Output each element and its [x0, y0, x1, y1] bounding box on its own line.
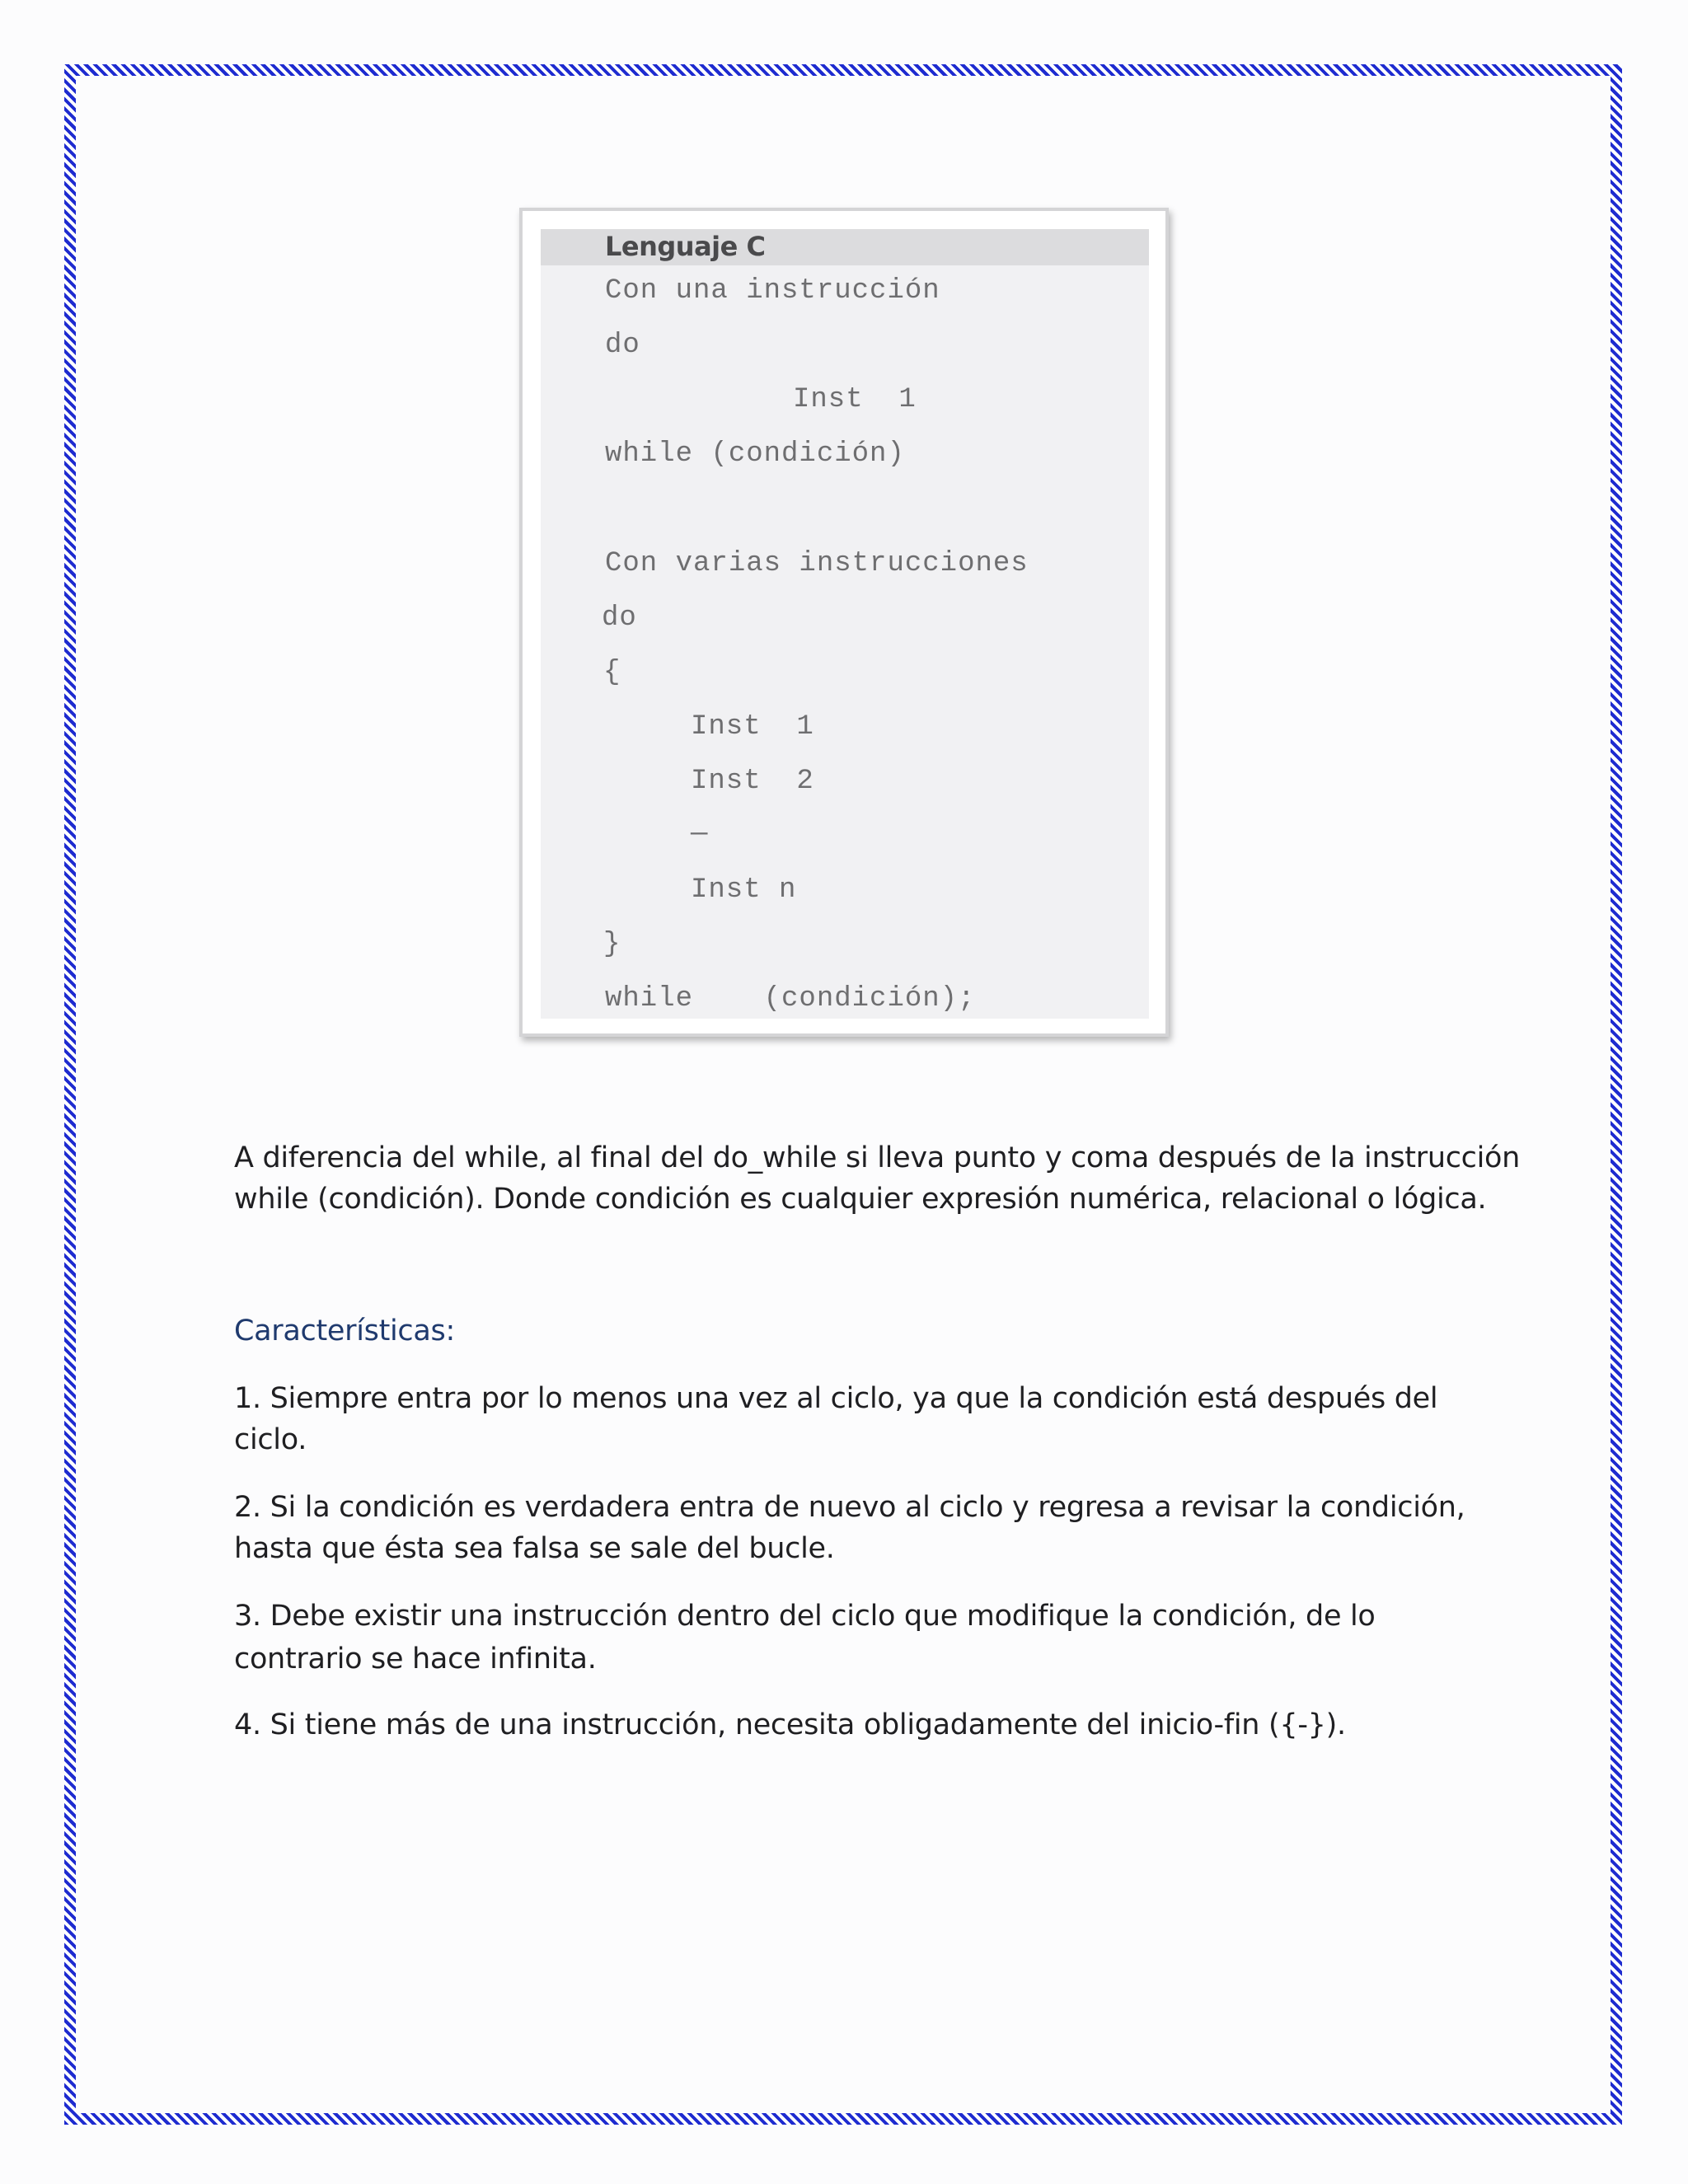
code-line: while (condición);: [605, 983, 976, 1015]
code-line: }: [603, 929, 621, 960]
list-item-line: 4. Si tiene más de una instrucción, necesita obligadamente del inicio-fin ({-}).: [234, 1708, 1346, 1741]
code-line: Inst n: [691, 874, 797, 906]
list-item-line: contrario se hace infinita.: [234, 1643, 597, 1675]
code-line: do: [605, 330, 640, 361]
section-heading: Características:: [234, 1315, 455, 1347]
code-figure: [519, 208, 1169, 1037]
list-item-line: 3. Debe existir una instrucción dentro del ciclo que modifique la condición, de lo: [234, 1600, 1376, 1633]
code-header: [541, 229, 1149, 265]
code-line: Inst 2: [691, 766, 814, 797]
code-line: while (condición): [605, 438, 905, 470]
code-line: do: [602, 602, 637, 634]
code-line: Inst 1: [691, 711, 814, 743]
list-item-line: ciclo.: [234, 1423, 307, 1456]
code-line: Con una instrucción: [605, 275, 940, 307]
code-line: Inst 1: [793, 384, 917, 415]
list-item-line: hasta que ésta sea falsa se sale del bucle.: [234, 1532, 835, 1565]
code-line: —: [691, 818, 709, 850]
code-line: Con varias instrucciones: [605, 548, 1029, 579]
list-item-line: 2. Si la condición es verdadera entra de nuevo al ciclo y regresa a revisar la condición,: [234, 1491, 1465, 1524]
code-line: {: [603, 657, 621, 688]
paragraph-line: A diferencia del while, al final del do_while si lleva punto y coma después de la instrucción: [234, 1141, 1521, 1174]
code-header-label: Lenguaje C: [605, 231, 766, 262]
list-item-line: 1. Siempre entra por lo menos una vez al ciclo, ya que la condición está después del: [234, 1382, 1438, 1415]
code-panel: [541, 229, 1149, 1019]
paragraph-line: while (condición). Donde condición es cualquier expresión numérica, relacional o lógica.: [234, 1183, 1487, 1216]
